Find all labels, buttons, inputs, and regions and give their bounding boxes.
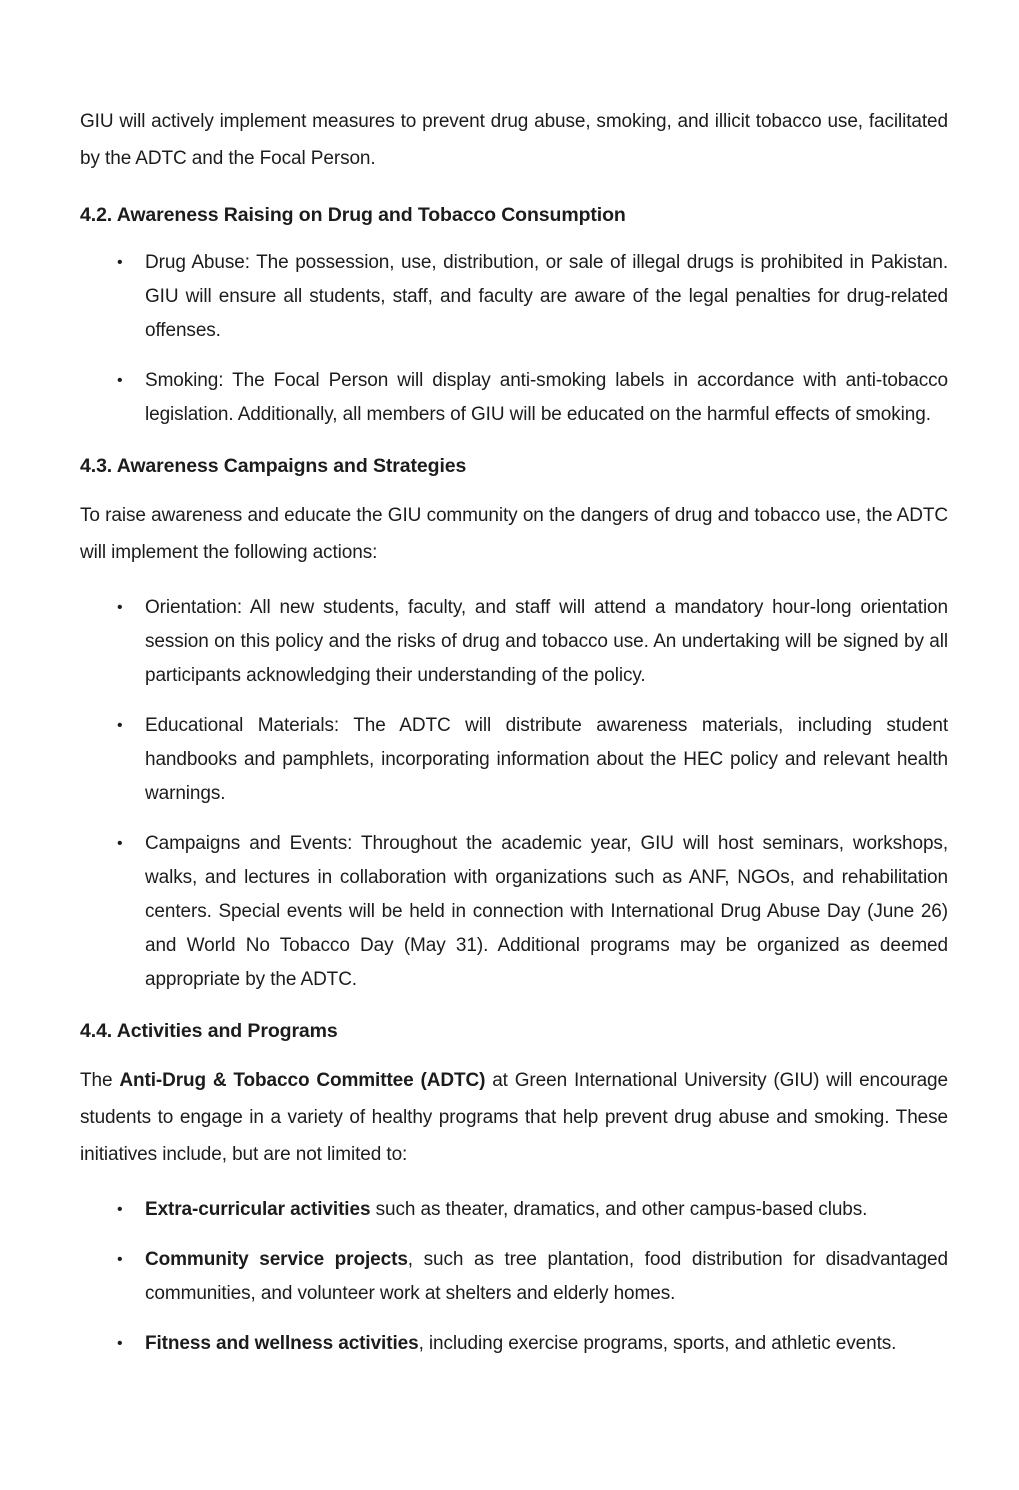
intro-lead-text: The [80, 1070, 120, 1091]
bullet-icon: • [117, 599, 123, 616]
list-item-text: Educational Materials: The ADTC will distribute awareness materials, including student handbooks and pamphlets, incorporating information about the HEC policy and relevant health warnings. [145, 715, 948, 804]
bullet-icon: • [117, 1201, 123, 1218]
intro-rest-text: at Green International University (GIU) will encourage students to engage in a variety of healthy programs that help prevent drug abuse and smoking. These initiatives include, but are not limited to: [80, 1070, 948, 1165]
list-item-rest: , including exercise programs, sports, and athletic events. [418, 1333, 897, 1354]
list-item-text: Campaigns and Events: Throughout the academic year, GIU will host seminars, workshops, walks, and lectures in collaboration with organizations such as ANF, NGOs, and rehabilitation centers. Special events will be held in connection with International Drug Abuse Day (June 26) and World No Tobacco Day (May 31). Additional programs may be organized as deemed appropriate by the ADTC. [145, 833, 948, 990]
section-heading-4-2: 4.2. Awareness Raising on Drug and Tobacco Consumption [80, 204, 626, 226]
section-4-4-intro-paragraph [80, 1062, 948, 1173]
intro-paragraph: GIU will actively implement measures to prevent drug abuse, smoking, and illicit tobacco use, facilitated by the ADTC and the Focal Person. [80, 111, 948, 169]
list-item-text: Drug Abuse: The possession, use, distribution, or sale of illegal drugs is prohibited in Pakistan. GIU will ensure all students, staff, and faculty are aware of the legal penalties for drug-related offenses. [145, 252, 948, 341]
list-item-text: Orientation: All new students, faculty, and staff will attend a mandatory hour-long orientation session on this policy and the risks of drug and tobacco use. An undertaking will be signed by all participants acknowledging their understanding of the policy. [145, 597, 948, 686]
bullet-icon: • [117, 1251, 123, 1268]
committee-name-bold-text: Anti-Drug & Tobacco Committee (ADTC) [119, 1070, 486, 1091]
list-item [80, 364, 948, 432]
list-item-lead-bold: Fitness and wellness activities [145, 1333, 419, 1354]
list-item-text [145, 1243, 948, 1311]
list-item [80, 1243, 948, 1311]
list-item-rest: , such as tree plantation, food distribution for disadvantaged communities, and volunteer work at shelters and elderly homes. [145, 1249, 948, 1304]
bullet-icon: • [117, 254, 123, 271]
list-item-lead-bold: Community service projects [145, 1249, 408, 1270]
section-4-3-intro-paragraph: To raise awareness and educate the GIU community on the dangers of drug and tobacco use, the ADTC will implement the following actions: [80, 505, 948, 563]
list-item-lead-bold: Extra-curricular activities [145, 1199, 371, 1220]
list-item-text: Smoking: The Focal Person will display anti-smoking labels in accordance with anti-tobacco legislation. Additionally, all members of GIU will be educated on the harmful effects of smoking. [145, 370, 948, 425]
bullet-list-4-3 [80, 591, 948, 997]
list-item [80, 1327, 948, 1361]
bullet-icon: • [117, 372, 123, 389]
bullet-icon: • [117, 835, 123, 852]
list-item [80, 246, 948, 348]
bullet-icon: • [117, 1335, 123, 1352]
section-heading-4-4: 4.4. Activities and Programs [80, 1020, 338, 1042]
list-item [80, 827, 948, 997]
bullet-list-4-2 [80, 246, 948, 432]
list-item [80, 709, 948, 811]
list-item [80, 1193, 948, 1227]
bullet-icon: • [117, 717, 123, 734]
list-item-rest: such as theater, dramatics, and other campus-based clubs. [370, 1199, 868, 1220]
section-heading-4-3: 4.3. Awareness Campaigns and Strategies [80, 455, 467, 477]
list-item-text [145, 1327, 948, 1361]
list-item-text [145, 1193, 948, 1227]
bullet-list-4-4 [80, 1193, 948, 1361]
list-item [80, 591, 948, 693]
